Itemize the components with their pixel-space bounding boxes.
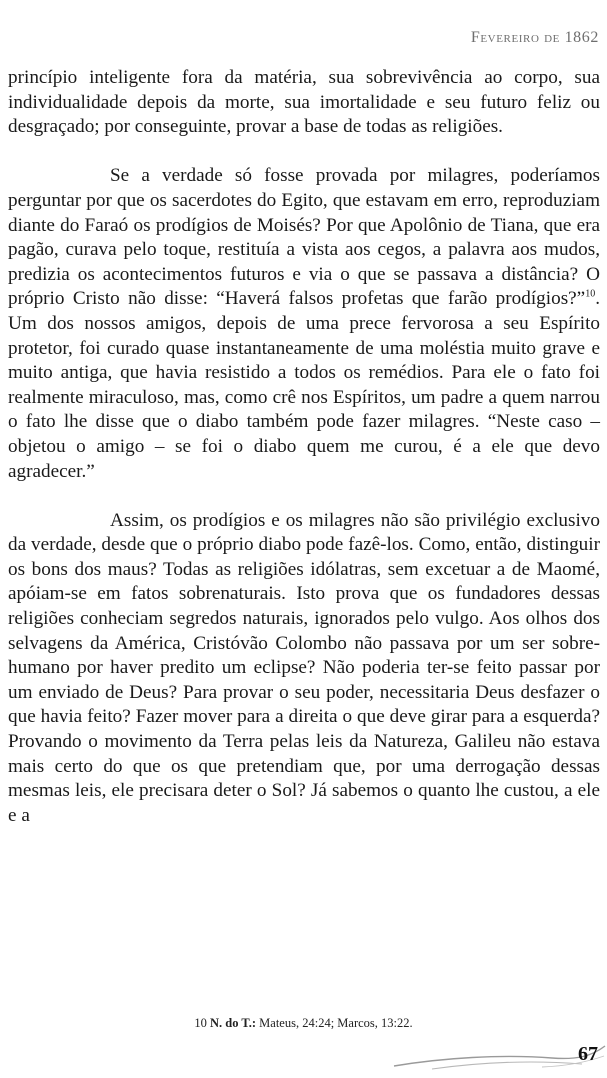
paragraph-2-part-a: Se a verdade só fosse provada por milagres, poderíamos perguntar por que os sacerdotes do Egito, que estavam em erro, reproduziam diante do Faraó os prodígios de Moisés? Por que Apolônio de Tiana, que era pagão, curava pelo toque, restituía a vista aos cegos, a palavra aos mudos, predizia os acontecimentos futuros e via o que se passava a distância? O próprio Cristo não disse: “Haverá falsos profetas que farão prodígios?” [8, 165, 600, 310]
paragraph-1: princípio inteligente fora da matéria, sua sobrevivência ao corpo, sua individualidade depois da morte, sua imortalidade e seu futuro feliz ou desgraçado; por conseguinte, provar a base de todas as religiões. [8, 67, 600, 138]
paragraph-3: Assim, os prodígios e os milagres não são privilégio exclusivo da verdade, desde que o próprio diabo pode fazê-los. Como, então, distinguir os bons dos maus? Todas as religiões idólatras, sem excetuar a de Maomé, apóiam-se em fatos sobrenaturais. Isto prova que os fundadores dessas religiões conheciam segredos naturais, ignorados pelo vulgo. Aos olhos dos selvagens da América, Cristóvão Colombo não passava por um ser sobre-humano por haver predito um eclipse? Não poderia ter-se feito passar por um enviado de Deus? Para provar o seu poder, necessitaria Deus desfazer o que havia feito? Fazer mover para a direita o que deve girar para a esquerda? Provando o movimento da Terra pelas leis da Natureza, Galileu não estava mais certo do que os que pretendiam que, por uma derrogação dessas mesmas leis, ele precisara deter o Sol? Já sabemos o quanto lhe custou, a ele e a [8, 509, 600, 826]
paragraph-2 [8, 164, 600, 484]
footnote-label: N. do T.: [209, 1016, 257, 1030]
page-ornament-icon [392, 1036, 607, 1072]
paragraph-2-part-b: . Um dos nossos amigos, depois de uma prece fervorosa a seu Espírito protetor, foi curado quase instantaneamente de uma moléstia muito grave e muito antiga, que havia resistido a todos os remédios. Para ele o fato foi realmente miraculoso, mas, como crê nos Espíritos, um padre a quem narrou o fato lhe disse que o diabo também pode fazer milagres. “Neste caso – objetou o amigo – se foi o diabo quem me curou, é a ele que devo agradecer.” [8, 288, 600, 482]
body-text [8, 66, 600, 828]
footnote-text: Mateus, 24:24; Marcos, 13:22. [259, 1016, 413, 1030]
page-number: 67 [578, 1043, 598, 1065]
running-head: Fevereiro de 1862 [470, 29, 599, 46]
footnote-number: 10 [194, 1016, 207, 1030]
footnote [0, 1016, 607, 1031]
footnote-reference: 10 [585, 288, 596, 300]
